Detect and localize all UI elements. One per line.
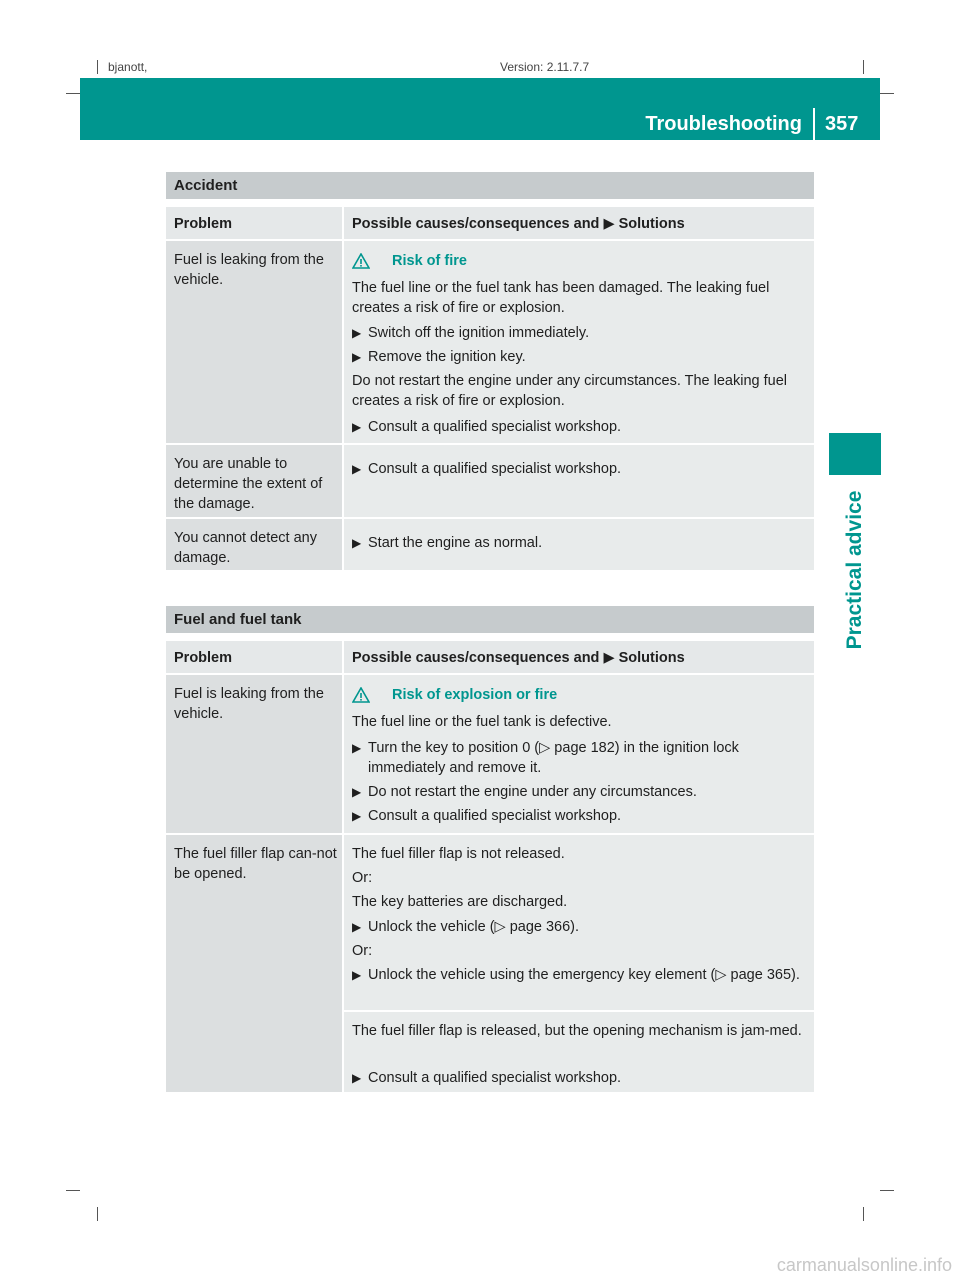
column-header-text: Problem [174,216,233,232]
bullet-text: Consult a qualified specialist workshop. [368,808,622,824]
page-title: Troubleshooting [645,113,802,135]
crop-mark [880,93,894,94]
crop-mark [66,93,80,94]
arrow-icon: ▶ [352,809,362,823]
bullet-text: Consult a qualified specialist workshop. [368,461,622,477]
bullet-text: Switch off the ignition immediately. [368,325,590,341]
paragraph: The fuel line or the fuel tank is defective. [352,714,612,730]
table-cell-solution [344,519,814,570]
bullet-step [352,347,807,367]
warning-text: Risk of explosion or fire [392,687,558,703]
table-cell-solution [344,835,814,1010]
arrow-icon: ▶ [352,462,362,476]
warning-triangle-icon [352,253,370,269]
bullet-text: Start the engine as normal. [368,535,543,551]
page-meta-left: bjanott, [108,60,148,74]
paragraph: Do not restart the engine under any circumstances. The leaking fuel creates a risk of fire or explosion. [352,373,787,409]
bullet-step [352,965,807,985]
crop-mark [66,1190,80,1191]
header-separator [813,108,815,140]
problem-text: Fuel is leaking from the vehicle. [174,252,324,288]
warning-triangle-icon [352,687,370,703]
paragraph: The key batteries are discharged. [352,894,568,910]
column-header-problem [166,641,342,673]
crop-mark [880,1190,894,1191]
bullet-text: Turn the key to position 0 (▷ page 182) in the ignition lock immediately and remove it. [368,740,739,776]
column-header-text: Problem [174,650,233,666]
side-label [829,480,881,660]
bullet-step [352,1068,807,1088]
table-cell-problem [166,835,342,1092]
bullet-text: Consult a qualified specialist workshop. [368,1070,622,1086]
paragraph: Or: [352,870,373,886]
table-cell-problem [166,675,342,833]
crop-mark [97,60,98,74]
bullet-text: Remove the ignition key. [368,349,526,365]
bullet-step [352,323,807,343]
paragraph: The fuel filler flap is not released. [352,846,565,862]
bullet-step [352,917,807,937]
bullet-step [352,806,807,826]
arrow-icon: ▶ [352,920,362,934]
section-title-fuel [166,606,814,633]
crop-mark [97,1207,98,1221]
watermark: carmanualsonline.info [776,1255,952,1275]
problem-text: You cannot detect any damage. [174,530,317,566]
section-title-text: Accident [174,177,238,194]
table-cell-problem [166,241,342,443]
table-cell-solution [344,241,814,443]
bullet-text: Consult a qualified specialist workshop. [368,419,622,435]
side-tab-block [829,433,881,475]
bullet-step [352,417,807,437]
arrow-icon: ▶ [352,1071,362,1085]
problem-text: Fuel is leaking from the vehicle. [174,686,324,722]
table-cell-problem [166,519,342,570]
table-cell-problem [166,445,342,517]
column-header-solutions [344,641,814,673]
column-header-text: Possible causes/consequences and ▶ Solutions [352,650,685,666]
bullet-text: Unlock the vehicle (▷ page 366). [368,919,580,935]
section-title-text: Fuel and fuel tank [174,611,302,628]
arrow-icon: ▶ [352,326,362,340]
problem-text: The fuel filler flap can-not be opened. [174,846,337,882]
bullet-text: Unlock the vehicle using the emergency key element (▷ page 365). [368,967,800,983]
paragraph: The fuel line or the fuel tank has been damaged. The leaking fuel creates a risk of fire or explosion. [352,280,770,316]
arrow-icon: ▶ [352,350,362,364]
arrow-icon: ▶ [352,785,362,799]
section-title-accident [166,172,814,199]
warning-text: Risk of fire [392,253,467,269]
paragraph: Or: [352,943,373,959]
table-cell-solution [344,445,814,517]
column-header-solutions [344,207,814,239]
crop-mark [863,1207,864,1221]
bullet-step [352,738,807,778]
arrow-icon: ▶ [352,741,362,755]
bullet-step [352,459,807,479]
page-number: 357 [825,113,859,135]
page-meta-right: Version: 2.11.7.7 [500,60,590,74]
bullet-step [352,533,807,553]
arrow-icon: ▶ [352,536,362,550]
side-label-text: Practical advice [843,490,866,650]
arrow-icon: ▶ [352,420,362,434]
column-header-problem [166,207,342,239]
paragraph: The fuel filler flap is released, but the opening mechanism is jam-med. [352,1023,802,1039]
problem-text: You are unable to determine the extent of the damage. [174,456,323,512]
arrow-icon: ▶ [352,968,362,982]
bullet-text: Do not restart the engine under any circumstances. [368,784,697,800]
column-header-text: Possible causes/consequences and ▶ Solutions [352,216,685,232]
table-cell-solution [344,1012,814,1092]
bullet-step [352,782,807,802]
crop-mark [863,60,864,74]
table-cell-solution [344,675,814,833]
